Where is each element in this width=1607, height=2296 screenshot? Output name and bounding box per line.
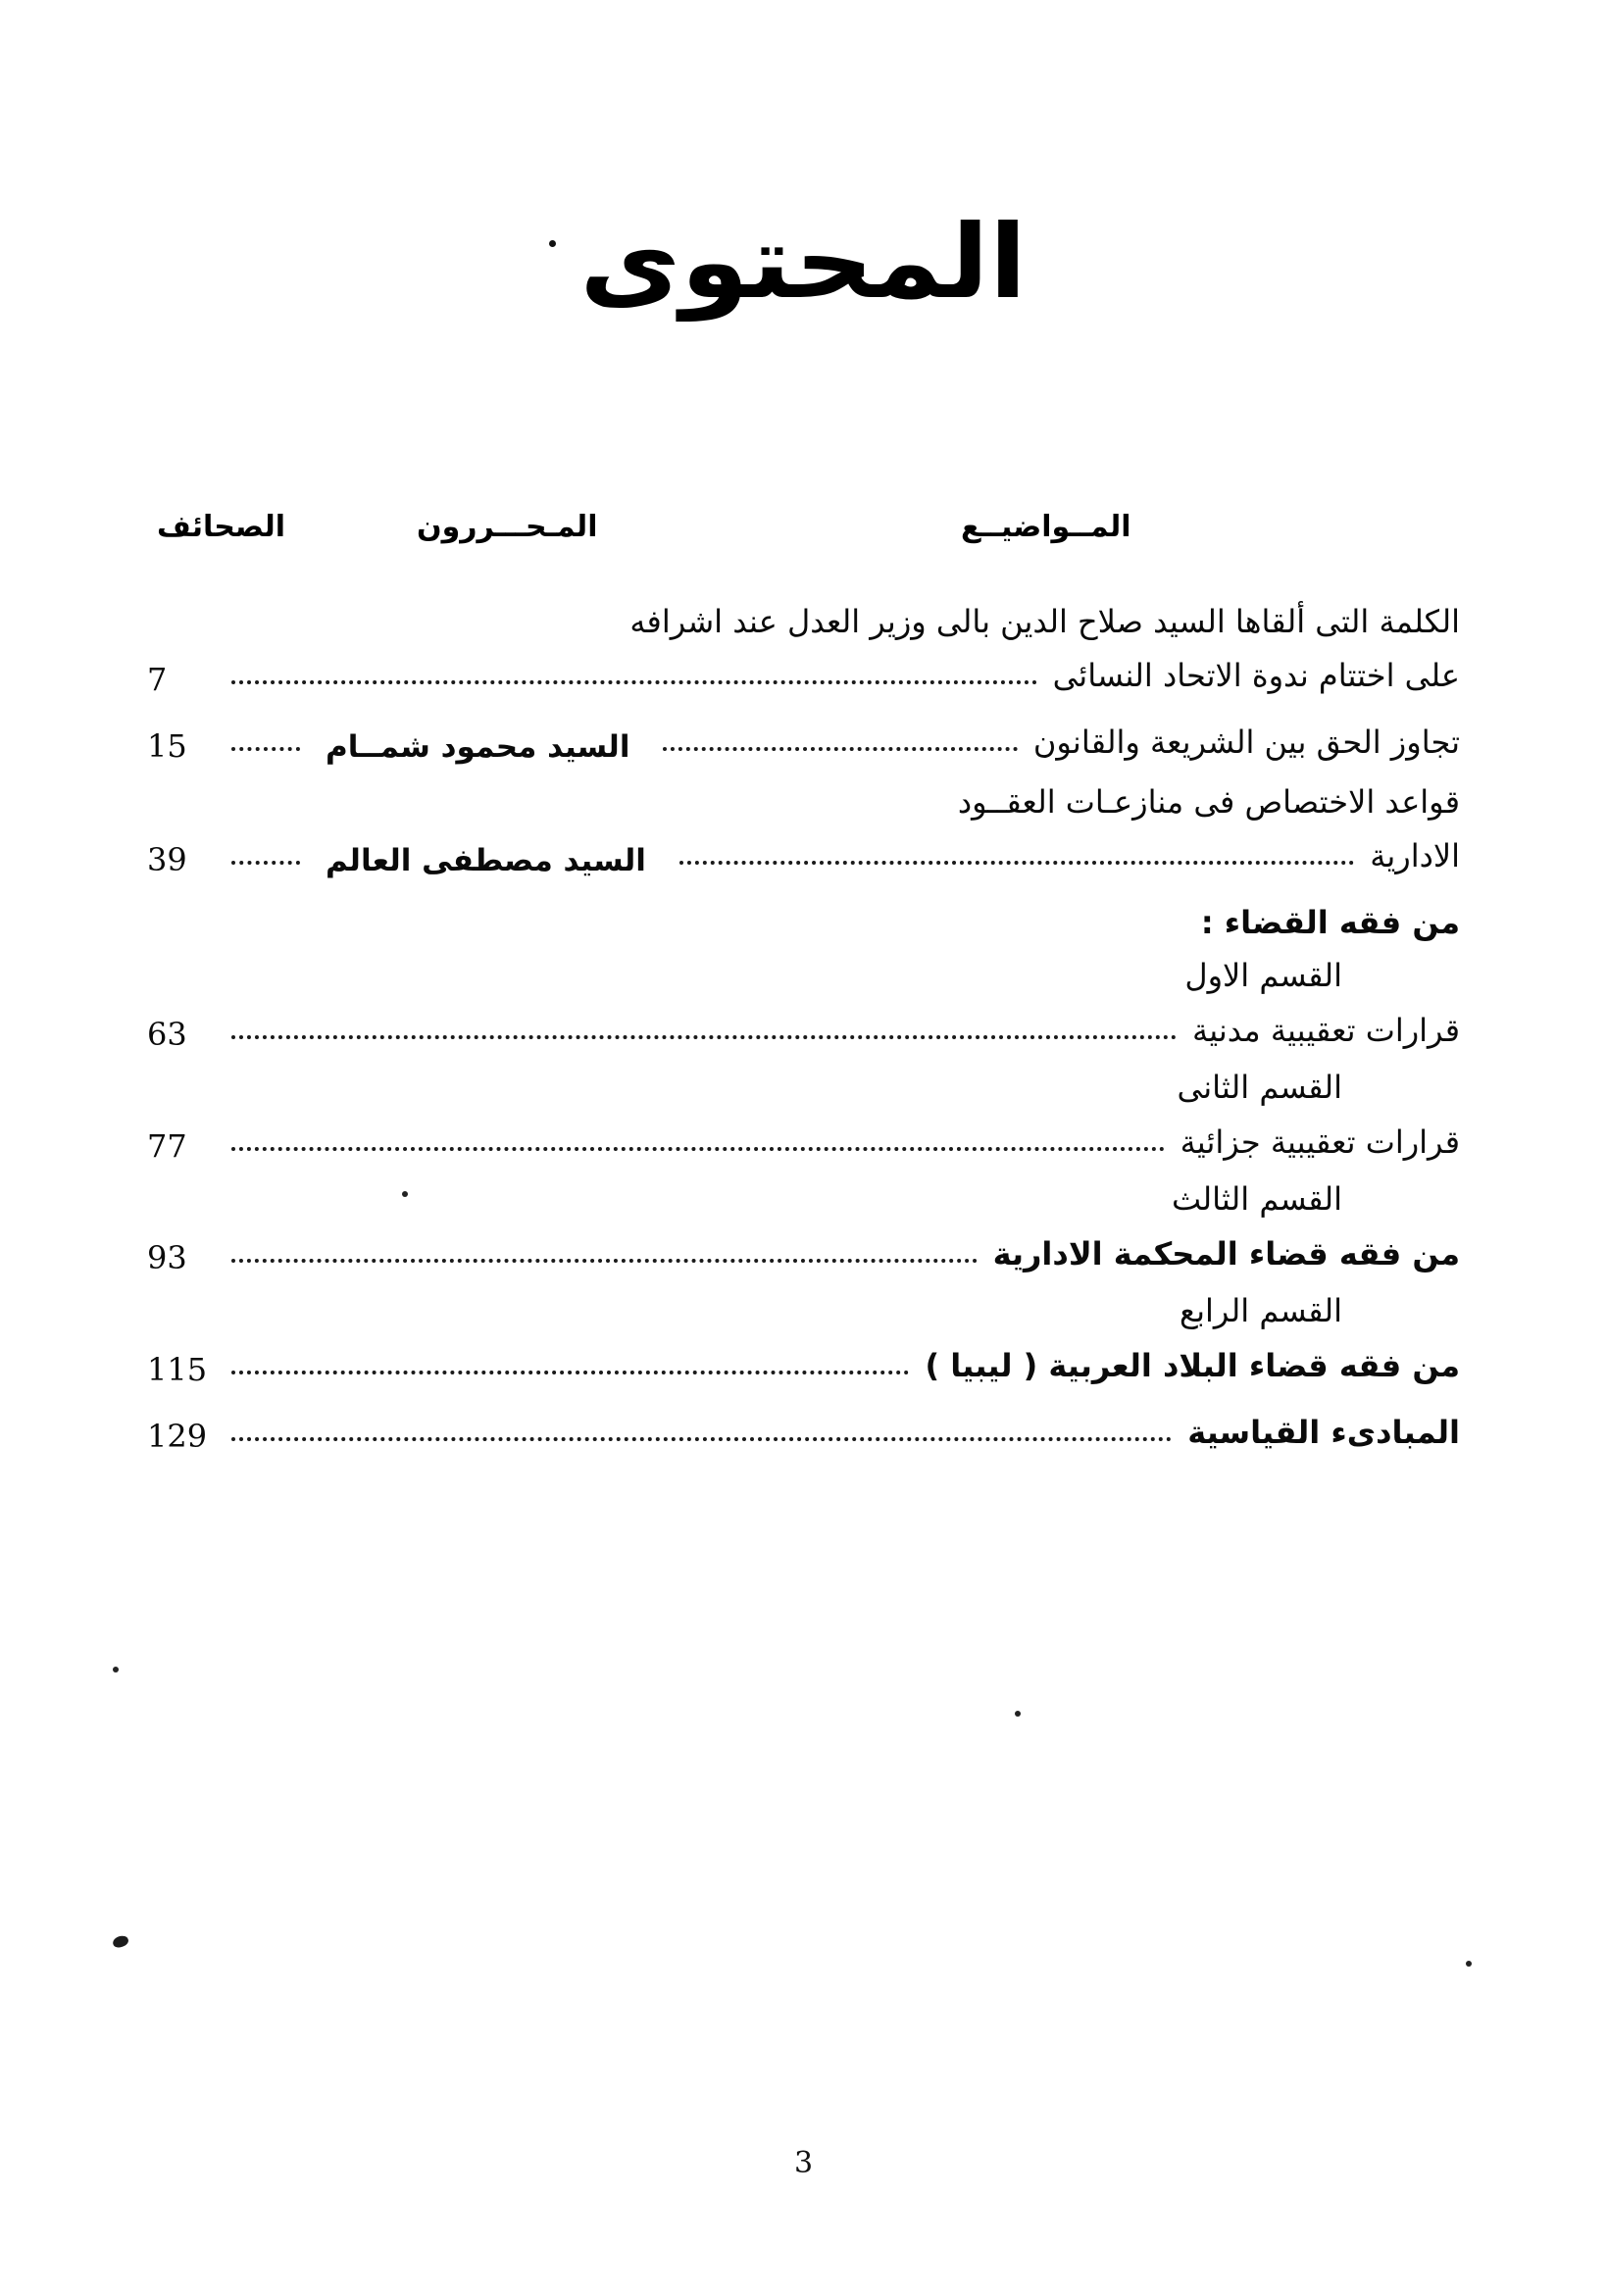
column-header-pages: الصحائف (157, 510, 285, 544)
toc-entry-title-line2: على اختتام ندوة الاتحاد النسائى (1052, 656, 1460, 694)
toc-part-label: القسم الثالث (1171, 1180, 1342, 1218)
toc-entry-page: 115 (147, 1351, 208, 1388)
leader-dots (231, 1437, 1172, 1441)
toc-entry-title: من فقه قضاء البلاد العربية ( ليبيا ) (925, 1346, 1460, 1384)
toc-entry[interactable] (147, 1112, 1460, 1165)
page-title-text: المحتوى (579, 202, 1028, 322)
column-header-authors: المـحـــررون (417, 510, 598, 544)
page-number: 3 (793, 2146, 814, 2180)
toc-entry-author: السيد مصطفى العالم (326, 843, 646, 878)
leader-dots (231, 861, 300, 865)
leader-dots (231, 1371, 909, 1374)
leader-dots (231, 1147, 1165, 1151)
leader-dots (231, 1259, 978, 1263)
toc-part-label: القسم الاول (1184, 957, 1342, 994)
toc-entry[interactable] (147, 778, 1460, 878)
column-headers (0, 510, 1607, 559)
leader-dots (231, 1035, 1177, 1039)
toc-entry-page: 93 (147, 1239, 187, 1276)
toc-entry[interactable] (147, 1223, 1460, 1276)
toc-entry-page: 77 (147, 1127, 187, 1165)
toc-section-heading: من فقه القضاء : (1200, 904, 1460, 941)
toc-entry-title-line1: قواعد الاختصاص فى منازعـات العقــود (957, 783, 1460, 821)
leader-dots (231, 747, 300, 751)
leader-dots (663, 747, 1017, 751)
ink-dot (1466, 1961, 1472, 1967)
ink-dot (113, 1667, 119, 1672)
toc-entry[interactable] (147, 1000, 1460, 1053)
toc-entry-title-line1: الكلمة التى ألقاها السيد صلاح الدين بالى وزير العدل عند اشرافه (629, 603, 1460, 640)
toc-entry-title: من فقه قضاء المحكمة الادارية (992, 1234, 1460, 1273)
toc-entry[interactable] (147, 712, 1460, 765)
toc-entry-page: 39 (147, 841, 187, 878)
leader-dots (231, 680, 1037, 684)
ink-dot (402, 1191, 408, 1197)
toc-part-label: القسم الثانى (1177, 1069, 1342, 1106)
toc-entry-title: تجاوز الحق بين الشريعة والقانون (1032, 723, 1460, 761)
toc-entry[interactable] (147, 1335, 1460, 1388)
toc-entry-page: 7 (147, 661, 168, 698)
table-of-contents (147, 598, 1460, 1469)
toc-entry-page: 129 (147, 1418, 208, 1455)
toc-part-label: القسم الرابع (1180, 1292, 1342, 1329)
ink-blot (112, 1934, 130, 1949)
leader-dots (679, 861, 1354, 865)
toc-entry-page: 63 (147, 1016, 187, 1053)
ink-dot (1015, 1711, 1021, 1717)
toc-entry[interactable] (147, 1402, 1460, 1455)
page-title (0, 202, 1607, 322)
toc-entry-title-line2: الادارية (1370, 836, 1460, 874)
toc-entry-title: قرارات تعقيبية مدنية (1192, 1011, 1460, 1049)
toc-entry[interactable] (147, 598, 1460, 698)
toc-entry-author: السيد محمود شمــام (326, 729, 630, 765)
toc-entry-title: المبادىء القياسية (1187, 1413, 1460, 1451)
column-header-topics: المــواضيــع (961, 510, 1131, 544)
toc-entry-title: قرارات تعقيبية جزائية (1180, 1123, 1460, 1161)
toc-entry-page: 15 (147, 727, 187, 765)
